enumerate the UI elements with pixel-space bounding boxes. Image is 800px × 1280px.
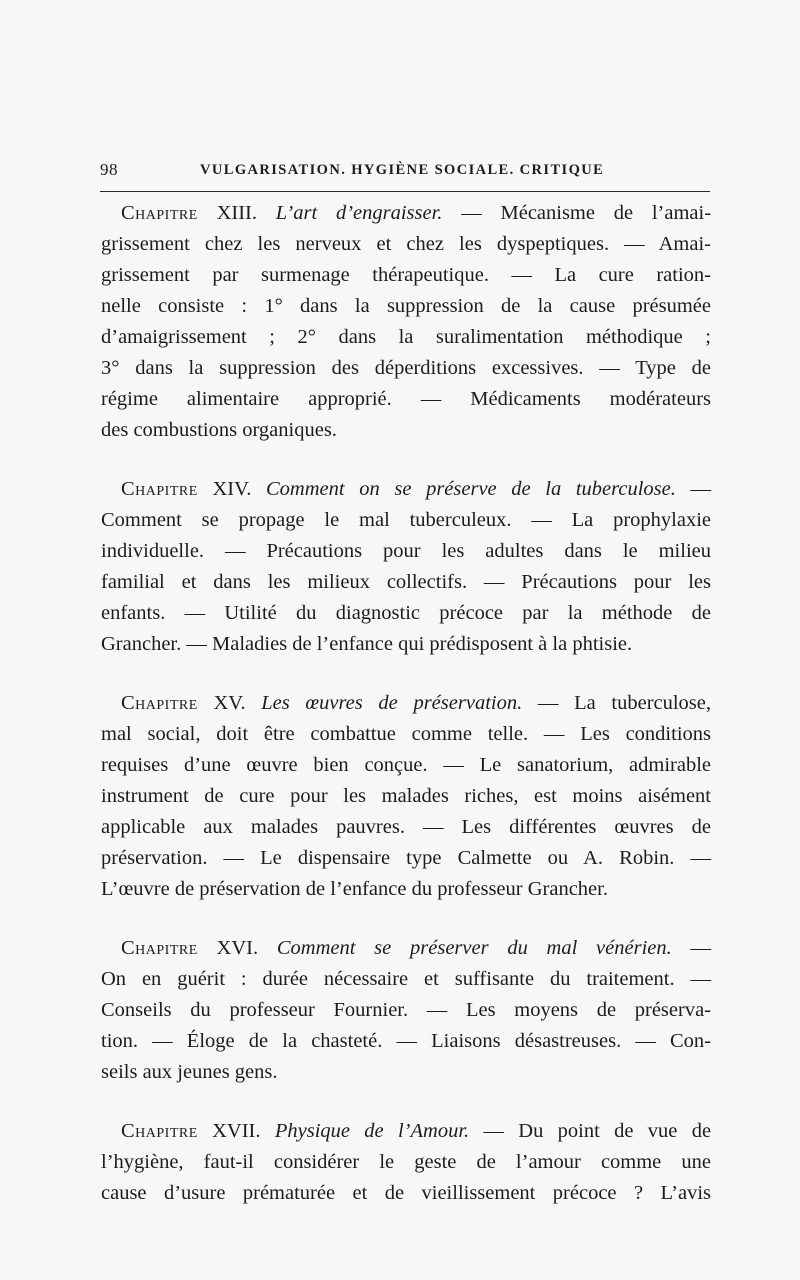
header-rule xyxy=(100,191,710,192)
text-line: Conseils du professeur Fournier. — Les moyens de préserva- xyxy=(101,999,711,1021)
text-line: Comment se propage le mal tuberculeux. — La prophylaxie xyxy=(101,509,711,531)
text-line: d’amaigrissement ; 2° dans la suralimentation méthodique ; xyxy=(101,326,711,348)
text-line: grissement chez les nerveux et chez les dyspeptiques. — Amai- xyxy=(101,233,711,255)
text-line: grissement par surmenage thérapeutique. — La cure ration- xyxy=(101,264,711,286)
chapter-title: L’art d’engraisser. xyxy=(275,202,443,224)
page-number: 98 xyxy=(100,160,118,179)
chapter-summaries xyxy=(101,198,711,1237)
running-title: VULGARISATION. HYGIÈNE SOCIALE. CRITIQUE xyxy=(200,162,605,178)
chapter-title: Comment on se préserve de la tuberculose. xyxy=(266,478,676,500)
text-line: l’hygiène, faut-il considérer le geste de l’amour comme une xyxy=(101,1151,711,1173)
text-line: 3° dans la suppression des déperditions excessives. — Type de xyxy=(101,357,711,379)
chapter-label: Chapitre xyxy=(121,692,198,714)
entry-first-line xyxy=(101,198,711,229)
text-line: On en guérit : durée nécessaire et suffisante du traitement. — xyxy=(101,968,711,990)
text-line: requises d’une œuvre bien conçue. — Le sanatorium, admirable xyxy=(101,754,711,776)
running-head xyxy=(100,160,710,186)
chapter-number: XIV. xyxy=(212,478,252,500)
chapter-label: Chapitre xyxy=(121,1120,198,1142)
text-line: tion. — Éloge de la chasteté. — Liaisons désastreuses. — Con- xyxy=(101,1030,711,1052)
text-line: mal social, doit être combattue comme telle. — Les conditions xyxy=(101,723,711,745)
text-line: préservation. — Le dispensaire type Calmette ou A. Robin. — xyxy=(101,847,711,869)
chapter-number: XIII. xyxy=(216,202,257,224)
text-line: Grancher. — Maladies de l’enfance qui prédisposent à la phtisie. xyxy=(101,633,633,655)
chapter-number: XVI. xyxy=(216,937,259,959)
text-line: enfants. — Utilité du diagnostic précoce par la méthode de xyxy=(101,602,711,624)
chapter-title: Physique de l’Amour. xyxy=(274,1120,470,1142)
chapter-number: XVII. xyxy=(212,1120,261,1142)
chapter-entry-xvii xyxy=(101,1116,711,1209)
text-line: L’œuvre de préservation de l’enfance du professeur Grancher. xyxy=(101,878,608,900)
text-line: — La tuberculose, xyxy=(537,692,712,714)
chapter-number: XV. xyxy=(213,692,246,714)
text-line: — Mécanisme de l’amai- xyxy=(461,202,712,224)
text-line: — Du point de vue de xyxy=(483,1120,712,1142)
chapter-label: Chapitre xyxy=(121,478,198,500)
chapter-entry-xiii xyxy=(101,198,711,446)
text-line: — xyxy=(690,937,712,959)
chapter-entry-xvi xyxy=(101,933,711,1088)
chapter-entry-xv xyxy=(101,688,711,905)
chapter-label: Chapitre xyxy=(121,202,198,224)
text-line: instrument de cure pour les malades riches, est moins aisément xyxy=(101,785,711,807)
text-line: applicable aux malades pauvres. — Les différentes œuvres de xyxy=(101,816,711,838)
text-line: régime alimentaire approprié. — Médicaments modérateurs xyxy=(101,388,711,410)
text-line: des combustions organiques. xyxy=(101,419,337,441)
text-line: seils aux jeunes gens. xyxy=(101,1061,278,1083)
text-line: — xyxy=(690,478,711,500)
chapter-title: Les œuvres de préservation. xyxy=(261,692,523,714)
entry-first-line xyxy=(101,688,711,719)
chapter-title: Comment se préserver du mal vénérien. xyxy=(276,937,672,959)
entry-first-line xyxy=(101,474,711,505)
text-line: cause d’usure prématurée et de vieillissement précoce ? L’avis xyxy=(101,1182,711,1204)
chapter-entry-xiv xyxy=(101,474,711,660)
text-line: individuelle. — Précautions pour les adultes dans le milieu xyxy=(101,540,711,562)
text-line: nelle consiste : 1° dans la suppression de la cause présumée xyxy=(101,295,711,317)
chapter-label: Chapitre xyxy=(121,937,198,959)
entry-first-line xyxy=(101,933,711,964)
entry-first-line xyxy=(101,1116,711,1147)
text-line: familial et dans les milieux collectifs. — Précautions pour les xyxy=(101,571,711,593)
